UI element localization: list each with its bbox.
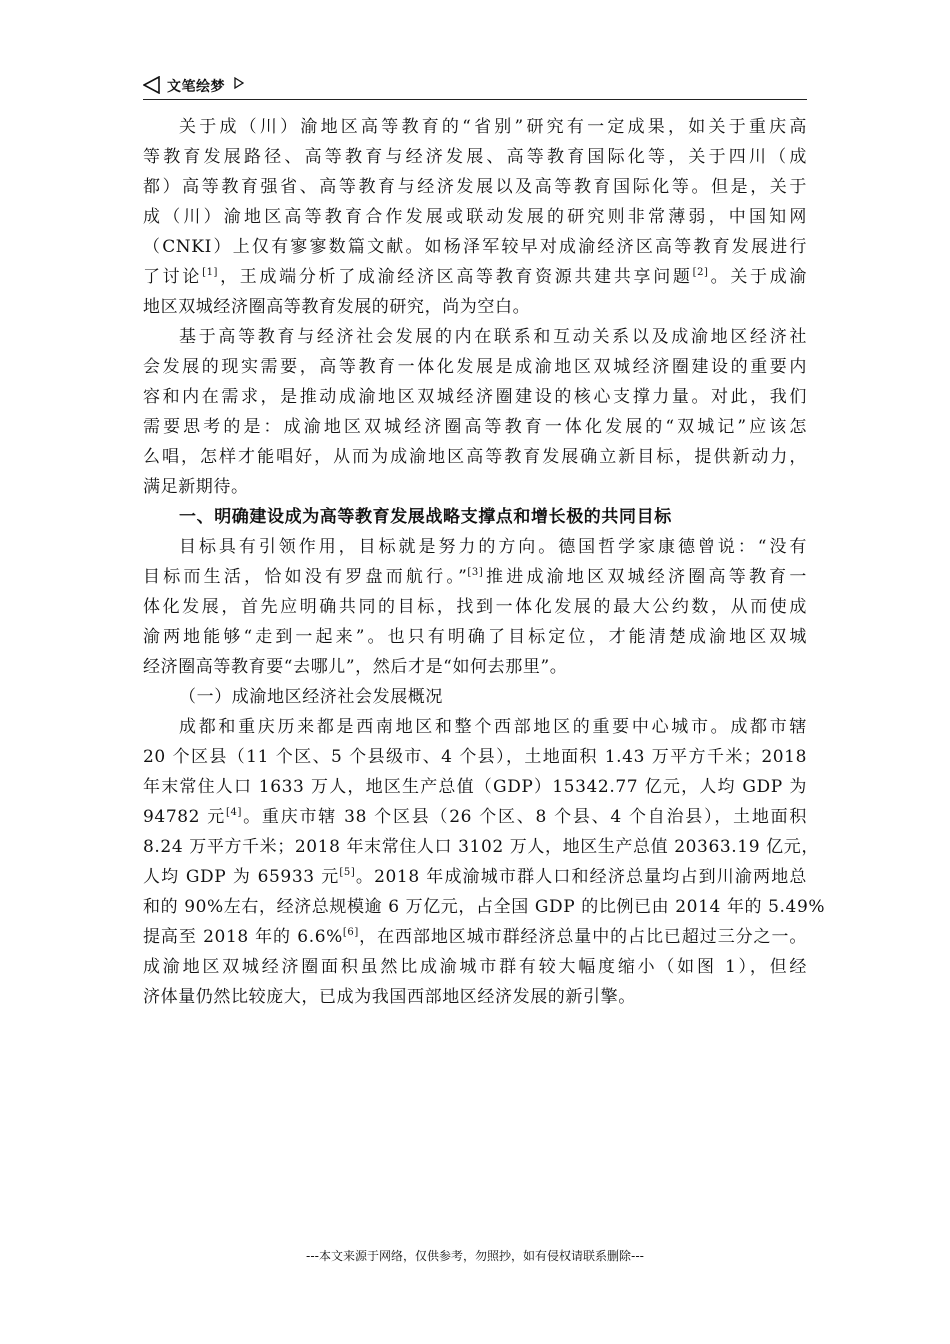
text-line: 目标具有引领作用，目标就是努力的方向。德国哲学家康德曾说：“没有 <box>179 537 807 557</box>
text-line: 和的 90%左右，经济总规模逾 6 万亿元，占全国 GDP 的比例已由 2014 年的 5.49% <box>143 897 826 917</box>
citation: [6] <box>342 927 359 938</box>
text-segment: 了讨论 <box>143 267 203 287</box>
citation: [3] <box>467 567 484 578</box>
text-line: 容和内在需求，是推动成渝地区双城经济圈建设的核心支撑力量。对此，我们 <box>143 387 807 407</box>
page-footer: ---本文来源于网络，仅供参考，勿照抄，如有侵权请联系删除--- <box>306 1249 644 1263</box>
text-line: 年末常住人口 1633 万人，地区生产总值（GDP）15342.77 亿元，人均 GDP 为 <box>143 777 807 797</box>
text-segment: 提高至 2018 年的 6.6% <box>143 927 343 947</box>
text-line <box>143 922 807 952</box>
text-line: 渝两地能够“走到一起来”。也只有明确了目标定位，才能清楚成渝地区双城 <box>143 627 807 647</box>
text-line: 关于成（川）渝地区高等教育的“省别”研究有一定成果，如关于重庆高 <box>179 117 807 137</box>
text-segment: 。2018 年成渝城市群人口和经济总量均占到川渝两地总 <box>355 867 807 887</box>
citation: [4] <box>226 807 242 818</box>
citation: [5] <box>339 867 356 878</box>
text-segment: 人均 GDP 为 65933 元 <box>143 867 340 887</box>
citation: [2] <box>692 267 709 278</box>
text-line: 基于高等教育与经济社会发展的内在联系和互动关系以及成渝地区经济社 <box>179 327 807 347</box>
text-line: 等教育发展路径、高等教育与经济发展、高等教育国际化等，关于四川（成 <box>143 147 807 167</box>
text-segment: ，在西部地区城市群经济总量中的占比已超过三分之一。 <box>358 927 807 947</box>
text-line: 都）高等教育强省、高等教育与经济发展以及高等教育国际化等。但是，关于 <box>143 177 807 197</box>
text-line: 20 个区县（11 个区、5 个县级市、4 个县），土地面积 1.43 万平方千米；2018 <box>143 747 807 767</box>
text-segment: 。关于成渝 <box>708 267 807 287</box>
text-line: 8.24 万平方千米；2018 年末常住人口 3102 万人，地区生产总值 20363.19 亿元， <box>143 837 819 857</box>
subsection-heading: （一）成渝地区经济社会发展概况 <box>179 687 443 707</box>
right-triangle-icon <box>234 77 244 89</box>
text-segment: 推进成渝地区双城经济圈高等教育一 <box>483 567 807 587</box>
text-line <box>143 802 807 832</box>
text-line: 满足新期待。 <box>143 477 249 497</box>
text-line: （CNKI）上仅有寥寥数篇文献。如杨泽军较早对成渝经济区高等教育发展进行 <box>143 237 807 257</box>
left-triangle-icon <box>143 76 161 94</box>
section-heading: 一、明确建设成为高等教育发展战略支撑点和增长极的共同目标 <box>179 507 672 527</box>
text-segment: 。重庆市辖 38 个区县（26 个区、8 个县、4 个自治县），土地面积 <box>242 807 808 827</box>
text-line: 地区双城经济圈高等教育发展的研究，尚为空白。 <box>143 297 531 317</box>
text-line: 需要思考的是：成渝地区双城经济圈高等教育一体化发展的“双城记”应该怎 <box>143 417 807 437</box>
text-segment: 目标而生活，恰如没有罗盘而航行。” <box>143 567 468 587</box>
article-body <box>143 112 826 1012</box>
text-line: 济体量仍然比较庞大，已成为我国西部地区经济发展的新引擎。 <box>143 987 636 1007</box>
text-line: 经济圈高等教育要“去哪儿”，然后才是“如何去那里”。 <box>143 657 568 677</box>
text-line <box>143 562 807 592</box>
citation: [1] <box>202 267 219 278</box>
text-line: 么唱，怎样才能唱好，从而为成渝地区高等教育发展确立新目标，提供新动力， <box>143 447 807 467</box>
header-title: 文笔绘梦 <box>167 79 225 95</box>
text-line <box>143 862 807 892</box>
text-line: 体化发展，首先应明确共同的目标，找到一体化发展的最大公约数，从而使成 <box>143 597 807 617</box>
text-line: 成（川）渝地区高等教育合作发展或联动发展的研究则非常薄弱，中国知网 <box>143 207 807 227</box>
text-line <box>143 262 807 292</box>
text-line: 成都和重庆历来都是西南地区和整个西部地区的重要中心城市。成都市辖 <box>179 717 807 737</box>
text-line: 会发展的现实需要，高等教育一体化发展是成渝地区双城经济圈建设的重要内 <box>143 357 807 377</box>
page-header <box>143 74 807 100</box>
text-segment: 94782 元 <box>143 807 227 827</box>
text-segment: ，王成端分析了成渝经济区高等教育资源共建共享问题 <box>218 267 693 287</box>
text-line: 成渝地区双城经济圈面积虽然比成渝城市群有较大幅度缩小（如图 1），但经 <box>143 957 807 977</box>
